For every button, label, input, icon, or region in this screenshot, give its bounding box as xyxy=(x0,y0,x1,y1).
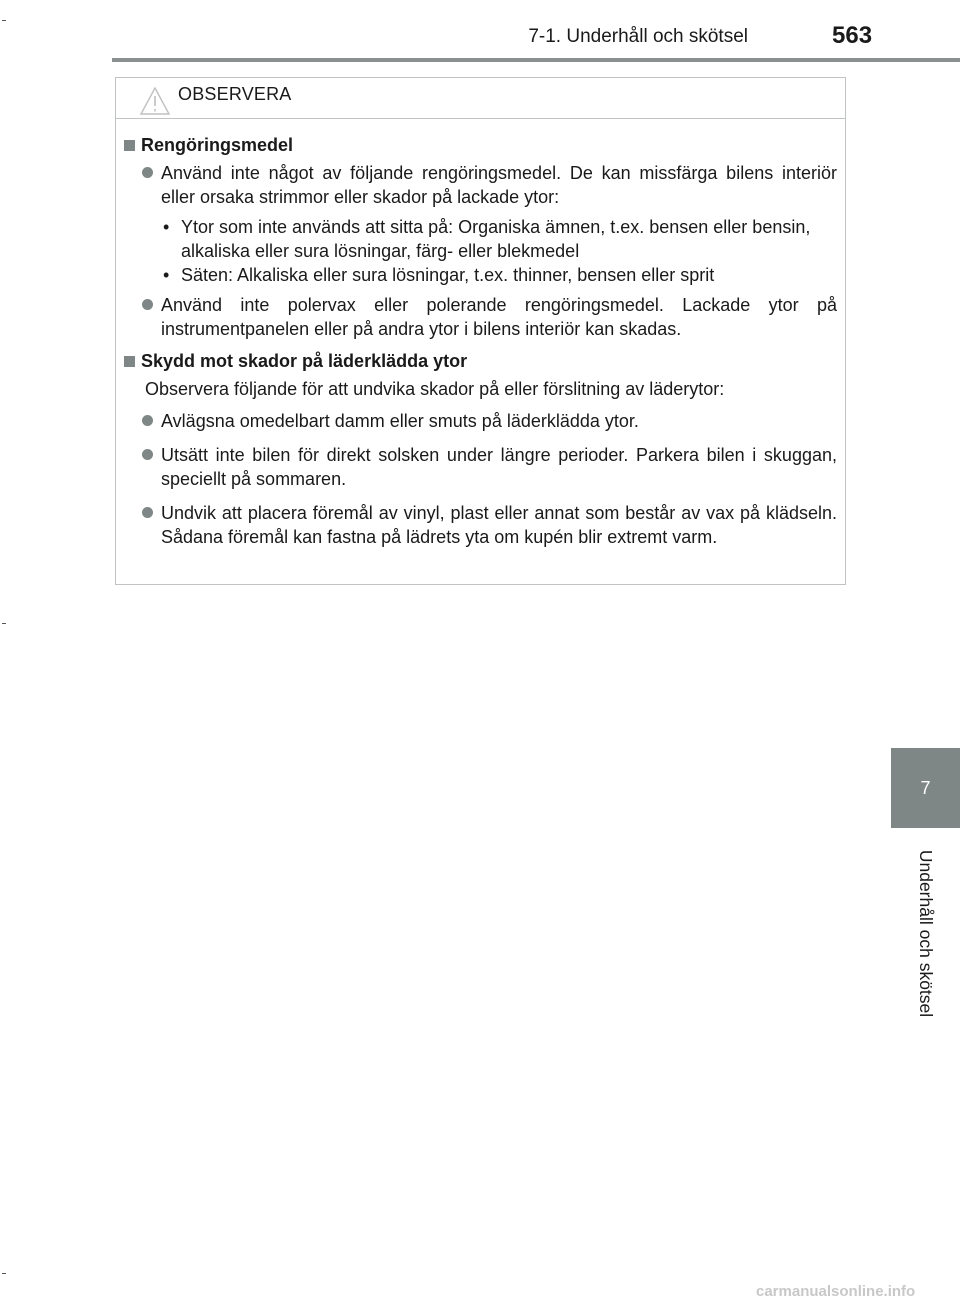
sub-list xyxy=(124,215,837,287)
watermark: carmanualsonline.info xyxy=(756,1283,916,1300)
square-bullet-icon xyxy=(124,356,135,367)
section-title: 7-1. Underhåll och skötsel xyxy=(528,26,748,47)
list-item-text: Utsätt inte bilen för direkt solsken under längre perioder. Parkera bilen i skuggan, speciellt på sommaren. xyxy=(161,445,837,489)
crop-mark xyxy=(2,1273,6,1274)
chapter-number: 7 xyxy=(920,777,931,798)
section-intro: Observera följande för att undvika skador på eller förslitning av läderytor: xyxy=(145,379,725,399)
section-heading xyxy=(124,133,837,157)
list-item xyxy=(124,443,837,491)
list-item xyxy=(124,293,837,341)
sub-list-item xyxy=(124,215,837,263)
page-number: 563 xyxy=(832,22,873,49)
dot-bullet-icon xyxy=(142,507,153,518)
dot-bullet-icon xyxy=(142,415,153,426)
list-item xyxy=(124,501,837,549)
section-heading-text: Skydd mot skador på läderklädda ytor xyxy=(141,351,468,371)
list-item-text: Undvik att placera föremål av vinyl, plast eller annat som består av vax på klädseln. Sådana föremål kan fastna på lädrets yta om kupén blir extremt varm. xyxy=(161,503,837,547)
dot-bullet-icon xyxy=(142,449,153,460)
chapter-tab xyxy=(891,748,960,828)
dot-bullet-icon xyxy=(142,167,153,178)
square-bullet-icon xyxy=(124,140,135,151)
list-item xyxy=(124,161,837,209)
sub-list-item-text: Ytor som inte används att sitta på: Organiska ämnen, t.ex. bensen eller bensin, alkaliska eller sura lösningar, färg- eller blekmedel xyxy=(181,217,811,261)
section-heading-text: Rengöringsmedel xyxy=(141,135,294,155)
caution-title: OBSERVERA xyxy=(178,83,292,104)
sub-bullet: • xyxy=(163,217,170,237)
chapter-label: Underhåll och skötsel xyxy=(916,849,936,1017)
dot-bullet-icon xyxy=(142,299,153,310)
crop-mark xyxy=(2,20,6,21)
list-item-text: Använd inte polervax eller polerande rengöringsmedel. Lackade ytor på instrumentpanelen eller på andra ytor i bilens interiör kan skadas. xyxy=(161,295,837,339)
crop-mark xyxy=(2,623,6,624)
list-item-text: Avlägsna omedelbart damm eller smuts på läderklädda ytor. xyxy=(161,411,639,431)
sub-list-item-text: Säten: Alkaliska eller sura lösningar, t.ex. thinner, bensen eller sprit xyxy=(181,265,715,285)
chapter-label-container xyxy=(891,828,960,1038)
caution-content xyxy=(116,119,845,549)
list-item xyxy=(124,409,837,433)
section-heading xyxy=(124,349,837,373)
caution-box xyxy=(115,77,846,585)
sub-bullet: • xyxy=(163,265,170,285)
list-item-text: Använd inte något av följande rengöringsmedel. De kan missfärga bilens interiör eller orsaka strimmor eller skador på lackade ytor: xyxy=(161,163,837,207)
caution-header xyxy=(116,78,845,119)
warning-triangle-icon xyxy=(140,87,170,115)
sub-list-item xyxy=(124,263,837,287)
header-rule xyxy=(112,58,960,62)
